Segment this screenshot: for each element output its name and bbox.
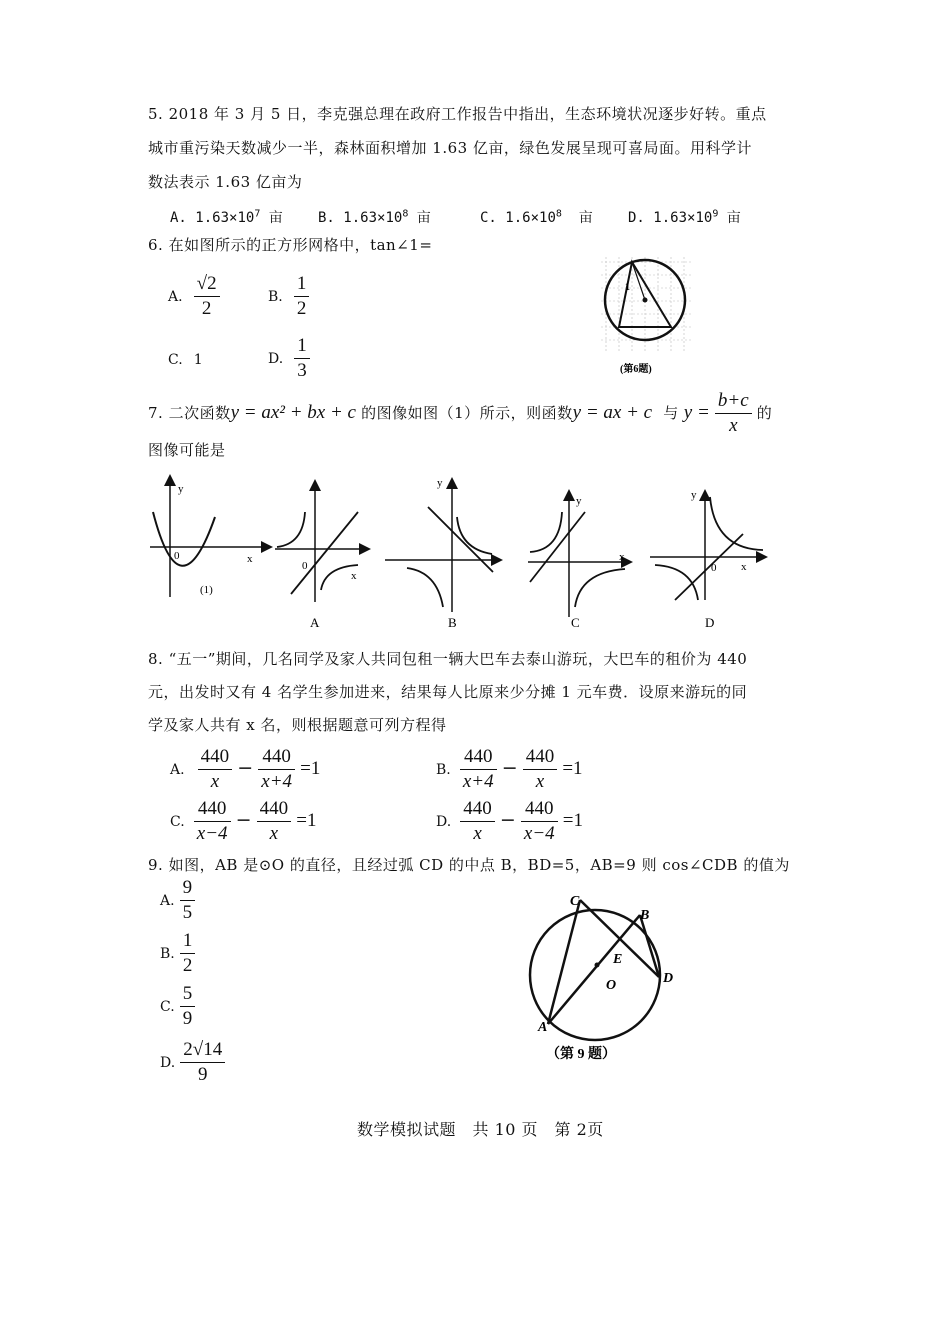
point-a-label: A	[538, 1020, 548, 1035]
q8-line3: 学及家人共有 x 名，则根据题意可列方程得	[148, 716, 447, 734]
q5-option-c: C. $1.6\times 10^8$ 亩	[480, 208, 593, 226]
q6-option-c: C. 1	[168, 352, 203, 368]
svg-text:x: x	[741, 561, 747, 573]
svg-text:x: x	[351, 570, 357, 582]
q6-caption: (第6题)	[620, 364, 652, 375]
svg-text:y: y	[576, 495, 582, 507]
q6-stem: 6. 在如图所示的正方形网格中，tan∠1=	[148, 236, 433, 254]
q9-option-d: D. $\frac{2√14}{9}$	[160, 1038, 225, 1087]
q9-option-b: B. $\frac{1}{2}$	[160, 929, 195, 978]
q5-line3: 数法表示 1.63 亿亩为	[148, 173, 303, 191]
graph-c	[528, 492, 630, 630]
q5-option-a: A. $1.63\times 10^7$ 亩	[170, 208, 283, 226]
q6-figure	[596, 252, 700, 377]
q5-option-d: D. $1.63\times 10^9$ 亩	[628, 208, 741, 226]
center-dot	[643, 298, 648, 303]
q8-option-b: B. $\frac{440}{x+4}$ − $\frac{440}{x}$ =1	[436, 746, 583, 792]
point-c-label: C	[570, 894, 580, 909]
q6-option-d: D. $\frac{1}{3}$	[268, 334, 310, 383]
q5-line2: 城市重污染天数减少一半，森林面积增加 1.63 亿亩，绿色发展呈现可喜局面。用科学计	[148, 139, 752, 157]
q8-line2: 元，出发时又有 4 名学生参加进来，结果每人比原来少分摊 1 元车费．设原来游玩的同	[148, 683, 748, 701]
q8-option-a: A. $\frac{440}{x}$ − $\frac{440}{x+4}$ =1	[170, 746, 321, 792]
q8-option-c: C. $\frac{440}{x-4}$ − $\frac{440}{x}$ =1	[170, 798, 317, 844]
svg-text:x: x	[619, 551, 625, 563]
q8-option-d: D. $\frac{440}{x}$ − $\frac{440}{x-4}$ =1	[436, 798, 583, 844]
svg-text:y: y	[691, 489, 697, 501]
graph-b-label: B	[448, 615, 457, 630]
graph-1-label: (1)	[200, 584, 213, 596]
q9-stem: 9. 如图，AB 是⊙O 的直径，且经过弧 CD 的中点 B，BD=5，AB=9 则 cos∠CDB 的值为	[148, 856, 790, 874]
point-d-label: D	[663, 971, 674, 986]
q7-stem: 7. 二次函数y = ax² + bx + c 的图像如图（1）所示，则函数y = ax + c 与 y = $\frac{b+c}{x}$ 的	[148, 390, 773, 436]
graph-1	[150, 477, 270, 597]
q6-option-a: A. $\frac{√2}{2}$	[168, 272, 220, 321]
q9-caption: （第 9 题）	[546, 1047, 616, 1062]
svg-text:0: 0	[174, 550, 180, 562]
graph-a	[275, 482, 368, 630]
page-footer: 数学模拟试题 共 10 页 第 2页	[357, 1120, 604, 1139]
graph-d	[650, 489, 765, 630]
q8-line1: 8. “五一”期间，几名同学及家人共同包租一辆大巴车去泰山游玩，大巴车的租价为 440	[148, 650, 748, 668]
center-point	[595, 963, 600, 968]
graph-c-label: C	[571, 615, 580, 630]
q9-figure	[520, 885, 700, 1065]
q9-option-a: A. $\frac{9}{5}$	[160, 876, 195, 925]
point-b-label: B	[640, 908, 650, 923]
point-o-label: O	[606, 978, 617, 993]
grid-lines	[601, 257, 691, 352]
graph-b	[385, 477, 500, 630]
graph-d-label: D	[705, 615, 715, 630]
parabola-curve	[153, 512, 215, 566]
q6-option-b: B. $\frac{1}{2}$	[268, 272, 309, 321]
q7-line2: 图像可能是	[148, 441, 226, 459]
svg-text:0: 0	[302, 560, 308, 572]
q5-option-b: B. $1.63\times 10^8$ 亩	[318, 208, 431, 226]
q7-graphs	[145, 472, 785, 638]
q9-option-c: C. $\frac{5}{9}$	[160, 982, 195, 1031]
q5-line1: 5. 2018 年 3 月 5 日，李克强总理在政府工作报告中指出，生态环境状况逐步好转。重点	[148, 105, 767, 123]
svg-text:y: y	[437, 477, 443, 489]
graph-a-label: A	[310, 615, 320, 630]
point-e-label: E	[613, 952, 623, 967]
svg-text:x: x	[247, 553, 253, 565]
svg-text:0: 0	[711, 562, 717, 574]
svg-text:y: y	[178, 483, 184, 495]
angle-label: 1	[625, 282, 630, 293]
